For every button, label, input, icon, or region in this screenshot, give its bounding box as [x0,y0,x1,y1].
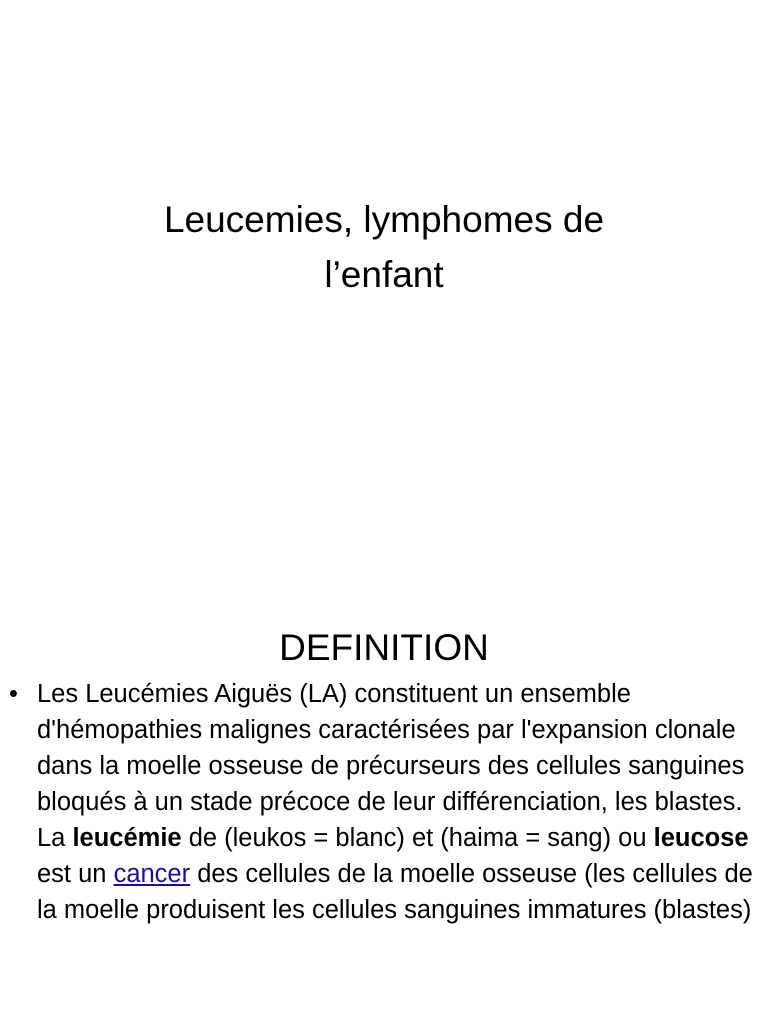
cancer-link[interactable]: cancer [113,860,191,888]
section-heading: DEFINITION [279,627,489,668]
paragraph-text-2: de (leukos = blanc) et (haima = sang) ou [181,824,654,852]
bullet-icon: • [9,680,18,708]
paragraph-text-1: Les Leucémies Aiguës (LA) constituent un ensemble d'hémopathies malignes caractérisées par l'expansion clonale dans la moelle osseuse de précurseurs des cellules sanguines bloqués à un stade précoce de leur différenciation, les blastes. La [37,680,745,852]
paragraph-text-4: des cellules de la moelle osseuse (les cellules de la moelle produisent les cellules sanguines immatures (blastes) [37,860,753,924]
slide-title [100,192,668,302]
slide-title-line2: l’enfant [324,254,444,295]
definition-paragraph [0,676,768,928]
definition-list [0,676,768,928]
slide-title-line1: Leucemies, lymphomes de [163,199,605,240]
term-leucemie: leucémie [72,824,182,852]
paragraph-text-3: est un [37,860,114,888]
term-leucose: leucose [653,824,749,852]
